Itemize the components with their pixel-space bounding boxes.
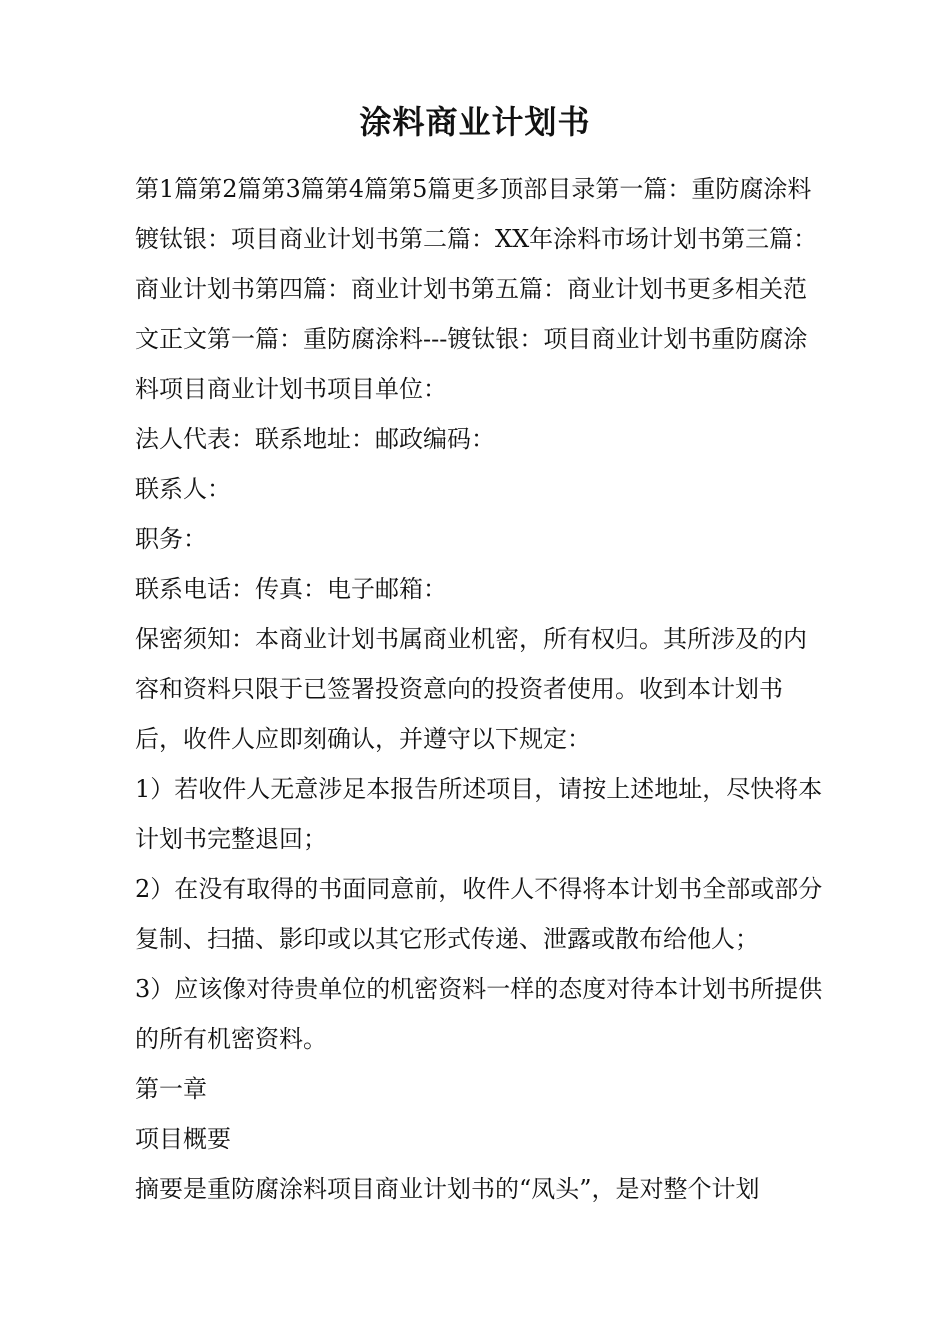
paragraph-contact-phone: 联系电话：传真：电子邮箱： [135,575,447,603]
paragraph-contact-person: 联系人： [135,475,231,503]
paragraph-rule-2: 2）在没有取得的书面同意前，收件人不得将本计划书全部或部分复制、扫描、影印或以其它形式传递、泄露或散布给他人； [135,875,823,953]
paragraph-confidentiality-notice: 保密须知：本商业计划书属商业机密，所有权归。其所涉及的内容和资料只限于已签署投资意向的投资者使用。收到本计划书后，收件人应即刻确认，并遵守以下规定： [135,625,807,753]
paragraph-legal-representative: 法人代表：联系地址：邮政编码： [135,425,495,453]
paragraph-summary: 摘要是重防腐涂料项目商业计划书的“凤头”，是对整个计划 [135,1175,760,1203]
paragraph-rule-3: 3）应该像对待贵单位的机密资料一样的态度对待本计划书所提供的所有机密资料。 [135,975,823,1053]
document-title: 涂料商业计划书 [359,103,591,141]
section-heading: 项目概要 [135,1125,231,1153]
chapter-heading: 第一章 [135,1075,207,1103]
paragraph-table-of-contents: 第1篇第2篇第3篇第4篇第5篇更多顶部目录第一篇：重防腐涂料镀钛银：项目商业计划书第二篇：XX年涂料市场计划书第三篇：商业计划书第四篇：商业计划书第五篇：商业计划书更多相关范文正文第一篇：重防腐涂料---镀钛银：项目商业计划书重防腐涂料项目商业计划书项目单位： [135,175,818,403]
paragraph-rule-1: 1）若收件人无意涉足本报告所述项目，请按上述地址，尽快将本计划书完整退回； [135,775,823,853]
document-body [135,164,825,1214]
paragraph-position: 职务： [135,525,207,553]
